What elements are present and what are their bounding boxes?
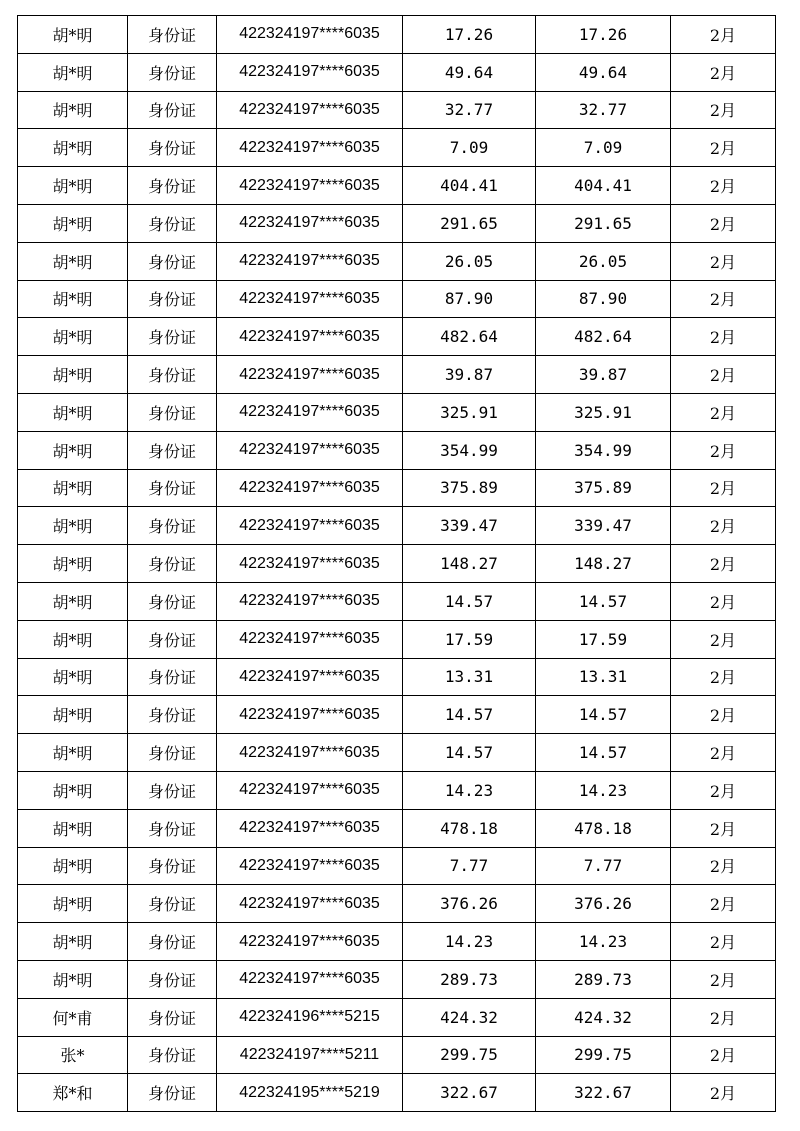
amount-cell: 291.65 bbox=[403, 204, 536, 242]
name-cell: 胡*明 bbox=[18, 91, 128, 129]
month-cell: 2月 bbox=[671, 1074, 776, 1112]
table-row bbox=[18, 620, 776, 658]
amount-confirmed-cell: 14.57 bbox=[536, 582, 671, 620]
id-number-cell: 422324197****6035 bbox=[217, 771, 403, 809]
id-number-cell: 422324197****6035 bbox=[217, 204, 403, 242]
amount-confirmed-cell: 325.91 bbox=[536, 393, 671, 431]
id-type-cell: 身份证 bbox=[128, 356, 217, 394]
records-table bbox=[17, 15, 776, 1112]
id-type-cell: 身份证 bbox=[128, 809, 217, 847]
table-row bbox=[18, 1036, 776, 1074]
id-number-cell: 422324195****5219 bbox=[217, 1074, 403, 1112]
id-type-cell: 身份证 bbox=[128, 129, 217, 167]
amount-cell: 404.41 bbox=[403, 167, 536, 205]
amount-cell: 148.27 bbox=[403, 545, 536, 583]
month-cell: 2月 bbox=[671, 998, 776, 1036]
id-type-cell: 身份证 bbox=[128, 696, 217, 734]
name-cell: 胡*明 bbox=[18, 431, 128, 469]
amount-confirmed-cell: 26.05 bbox=[536, 242, 671, 280]
name-cell: 胡*明 bbox=[18, 923, 128, 961]
month-cell: 2月 bbox=[671, 129, 776, 167]
amount-cell: 26.05 bbox=[403, 242, 536, 280]
amount-confirmed-cell: 424.32 bbox=[536, 998, 671, 1036]
month-cell: 2月 bbox=[671, 545, 776, 583]
id-type-cell: 身份证 bbox=[128, 507, 217, 545]
month-cell: 2月 bbox=[671, 167, 776, 205]
amount-confirmed-cell: 17.26 bbox=[536, 16, 671, 54]
amount-confirmed-cell: 17.59 bbox=[536, 620, 671, 658]
amount-confirmed-cell: 14.57 bbox=[536, 734, 671, 772]
month-cell: 2月 bbox=[671, 847, 776, 885]
amount-cell: 424.32 bbox=[403, 998, 536, 1036]
name-cell: 张* bbox=[18, 1036, 128, 1074]
id-number-cell: 422324197****5211 bbox=[217, 1036, 403, 1074]
id-number-cell: 422324197****6035 bbox=[217, 809, 403, 847]
id-type-cell: 身份证 bbox=[128, 1036, 217, 1074]
table-row bbox=[18, 280, 776, 318]
amount-confirmed-cell: 376.26 bbox=[536, 885, 671, 923]
amount-confirmed-cell: 13.31 bbox=[536, 658, 671, 696]
amount-confirmed-cell: 354.99 bbox=[536, 431, 671, 469]
name-cell: 胡*明 bbox=[18, 280, 128, 318]
amount-confirmed-cell: 482.64 bbox=[536, 318, 671, 356]
name-cell: 胡*明 bbox=[18, 847, 128, 885]
amount-confirmed-cell: 478.18 bbox=[536, 809, 671, 847]
amount-confirmed-cell: 7.09 bbox=[536, 129, 671, 167]
id-type-cell: 身份证 bbox=[128, 923, 217, 961]
table-row bbox=[18, 771, 776, 809]
amount-cell: 14.57 bbox=[403, 582, 536, 620]
id-number-cell: 422324197****6035 bbox=[217, 658, 403, 696]
id-number-cell: 422324197****6035 bbox=[217, 431, 403, 469]
table-row bbox=[18, 91, 776, 129]
month-cell: 2月 bbox=[671, 809, 776, 847]
amount-cell: 17.59 bbox=[403, 620, 536, 658]
month-cell: 2月 bbox=[671, 734, 776, 772]
id-number-cell: 422324197****6035 bbox=[217, 545, 403, 583]
table-row bbox=[18, 998, 776, 1036]
id-number-cell: 422324197****6035 bbox=[217, 167, 403, 205]
amount-cell: 478.18 bbox=[403, 809, 536, 847]
month-cell: 2月 bbox=[671, 620, 776, 658]
amount-confirmed-cell: 375.89 bbox=[536, 469, 671, 507]
id-number-cell: 422324197****6035 bbox=[217, 53, 403, 91]
name-cell: 胡*明 bbox=[18, 658, 128, 696]
name-cell: 何*甫 bbox=[18, 998, 128, 1036]
month-cell: 2月 bbox=[671, 658, 776, 696]
name-cell: 胡*明 bbox=[18, 734, 128, 772]
table-row bbox=[18, 469, 776, 507]
id-number-cell: 422324197****6035 bbox=[217, 16, 403, 54]
amount-cell: 87.90 bbox=[403, 280, 536, 318]
records-table-body bbox=[18, 16, 776, 1112]
amount-cell: 7.77 bbox=[403, 847, 536, 885]
amount-cell: 14.57 bbox=[403, 696, 536, 734]
table-row bbox=[18, 129, 776, 167]
id-type-cell: 身份证 bbox=[128, 280, 217, 318]
id-type-cell: 身份证 bbox=[128, 16, 217, 54]
amount-cell: 376.26 bbox=[403, 885, 536, 923]
id-number-cell: 422324197****6035 bbox=[217, 960, 403, 998]
id-number-cell: 422324197****6035 bbox=[217, 923, 403, 961]
id-type-cell: 身份证 bbox=[128, 885, 217, 923]
id-number-cell: 422324197****6035 bbox=[217, 356, 403, 394]
id-type-cell: 身份证 bbox=[128, 91, 217, 129]
month-cell: 2月 bbox=[671, 393, 776, 431]
id-number-cell: 422324197****6035 bbox=[217, 582, 403, 620]
id-number-cell: 422324197****6035 bbox=[217, 242, 403, 280]
table-row bbox=[18, 53, 776, 91]
amount-cell: 289.73 bbox=[403, 960, 536, 998]
amount-confirmed-cell: 404.41 bbox=[536, 167, 671, 205]
amount-cell: 482.64 bbox=[403, 318, 536, 356]
table-row bbox=[18, 167, 776, 205]
month-cell: 2月 bbox=[671, 356, 776, 394]
month-cell: 2月 bbox=[671, 242, 776, 280]
month-cell: 2月 bbox=[671, 431, 776, 469]
amount-confirmed-cell: 291.65 bbox=[536, 204, 671, 242]
id-number-cell: 422324197****6035 bbox=[217, 91, 403, 129]
id-number-cell: 422324197****6035 bbox=[217, 847, 403, 885]
id-type-cell: 身份证 bbox=[128, 771, 217, 809]
id-number-cell: 422324197****6035 bbox=[217, 620, 403, 658]
amount-cell: 325.91 bbox=[403, 393, 536, 431]
amount-cell: 354.99 bbox=[403, 431, 536, 469]
amount-confirmed-cell: 289.73 bbox=[536, 960, 671, 998]
id-number-cell: 422324197****6035 bbox=[217, 393, 403, 431]
amount-cell: 14.57 bbox=[403, 734, 536, 772]
amount-cell: 49.64 bbox=[403, 53, 536, 91]
table-row bbox=[18, 507, 776, 545]
month-cell: 2月 bbox=[671, 16, 776, 54]
amount-confirmed-cell: 14.23 bbox=[536, 771, 671, 809]
amount-cell: 17.26 bbox=[403, 16, 536, 54]
month-cell: 2月 bbox=[671, 318, 776, 356]
name-cell: 胡*明 bbox=[18, 356, 128, 394]
table-row bbox=[18, 1074, 776, 1112]
table-row bbox=[18, 696, 776, 734]
name-cell: 胡*明 bbox=[18, 885, 128, 923]
month-cell: 2月 bbox=[671, 53, 776, 91]
amount-confirmed-cell: 39.87 bbox=[536, 356, 671, 394]
table-row bbox=[18, 356, 776, 394]
amount-confirmed-cell: 87.90 bbox=[536, 280, 671, 318]
id-number-cell: 422324197****6035 bbox=[217, 507, 403, 545]
name-cell: 胡*明 bbox=[18, 696, 128, 734]
amount-cell: 7.09 bbox=[403, 129, 536, 167]
amount-cell: 322.67 bbox=[403, 1074, 536, 1112]
table-row bbox=[18, 923, 776, 961]
amount-confirmed-cell: 14.57 bbox=[536, 696, 671, 734]
table-row bbox=[18, 393, 776, 431]
amount-confirmed-cell: 7.77 bbox=[536, 847, 671, 885]
id-number-cell: 422324197****6035 bbox=[217, 469, 403, 507]
month-cell: 2月 bbox=[671, 696, 776, 734]
amount-cell: 32.77 bbox=[403, 91, 536, 129]
id-number-cell: 422324197****6035 bbox=[217, 696, 403, 734]
table-row bbox=[18, 242, 776, 280]
name-cell: 胡*明 bbox=[18, 507, 128, 545]
table-row bbox=[18, 809, 776, 847]
amount-confirmed-cell: 299.75 bbox=[536, 1036, 671, 1074]
id-number-cell: 422324197****6035 bbox=[217, 280, 403, 318]
name-cell: 胡*明 bbox=[18, 960, 128, 998]
id-number-cell: 422324197****6035 bbox=[217, 885, 403, 923]
amount-confirmed-cell: 339.47 bbox=[536, 507, 671, 545]
id-type-cell: 身份证 bbox=[128, 847, 217, 885]
table-row bbox=[18, 734, 776, 772]
id-type-cell: 身份证 bbox=[128, 658, 217, 696]
name-cell: 胡*明 bbox=[18, 582, 128, 620]
month-cell: 2月 bbox=[671, 960, 776, 998]
month-cell: 2月 bbox=[671, 204, 776, 242]
id-type-cell: 身份证 bbox=[128, 734, 217, 772]
table-row bbox=[18, 545, 776, 583]
id-type-cell: 身份证 bbox=[128, 204, 217, 242]
name-cell: 胡*明 bbox=[18, 53, 128, 91]
name-cell: 胡*明 bbox=[18, 393, 128, 431]
name-cell: 胡*明 bbox=[18, 771, 128, 809]
table-row bbox=[18, 885, 776, 923]
id-type-cell: 身份证 bbox=[128, 469, 217, 507]
month-cell: 2月 bbox=[671, 280, 776, 318]
month-cell: 2月 bbox=[671, 507, 776, 545]
amount-cell: 13.31 bbox=[403, 658, 536, 696]
name-cell: 胡*明 bbox=[18, 242, 128, 280]
id-type-cell: 身份证 bbox=[128, 582, 217, 620]
id-type-cell: 身份证 bbox=[128, 1074, 217, 1112]
id-number-cell: 422324196****5215 bbox=[217, 998, 403, 1036]
id-type-cell: 身份证 bbox=[128, 318, 217, 356]
amount-confirmed-cell: 322.67 bbox=[536, 1074, 671, 1112]
name-cell: 胡*明 bbox=[18, 129, 128, 167]
id-type-cell: 身份证 bbox=[128, 167, 217, 205]
month-cell: 2月 bbox=[671, 469, 776, 507]
amount-cell: 375.89 bbox=[403, 469, 536, 507]
amount-confirmed-cell: 14.23 bbox=[536, 923, 671, 961]
amount-confirmed-cell: 49.64 bbox=[536, 53, 671, 91]
name-cell: 胡*明 bbox=[18, 469, 128, 507]
amount-cell: 299.75 bbox=[403, 1036, 536, 1074]
table-row bbox=[18, 960, 776, 998]
amount-confirmed-cell: 32.77 bbox=[536, 91, 671, 129]
id-type-cell: 身份证 bbox=[128, 431, 217, 469]
table-row bbox=[18, 658, 776, 696]
id-type-cell: 身份证 bbox=[128, 545, 217, 583]
amount-cell: 14.23 bbox=[403, 771, 536, 809]
amount-cell: 339.47 bbox=[403, 507, 536, 545]
id-type-cell: 身份证 bbox=[128, 393, 217, 431]
table-row bbox=[18, 16, 776, 54]
month-cell: 2月 bbox=[671, 91, 776, 129]
month-cell: 2月 bbox=[671, 923, 776, 961]
month-cell: 2月 bbox=[671, 582, 776, 620]
name-cell: 郑*和 bbox=[18, 1074, 128, 1112]
table-row bbox=[18, 847, 776, 885]
id-type-cell: 身份证 bbox=[128, 620, 217, 658]
table-row bbox=[18, 204, 776, 242]
month-cell: 2月 bbox=[671, 771, 776, 809]
id-type-cell: 身份证 bbox=[128, 53, 217, 91]
amount-cell: 39.87 bbox=[403, 356, 536, 394]
name-cell: 胡*明 bbox=[18, 620, 128, 658]
table-row bbox=[18, 582, 776, 620]
name-cell: 胡*明 bbox=[18, 16, 128, 54]
name-cell: 胡*明 bbox=[18, 545, 128, 583]
amount-confirmed-cell: 148.27 bbox=[536, 545, 671, 583]
amount-cell: 14.23 bbox=[403, 923, 536, 961]
table-row bbox=[18, 431, 776, 469]
name-cell: 胡*明 bbox=[18, 167, 128, 205]
id-number-cell: 422324197****6035 bbox=[217, 318, 403, 356]
name-cell: 胡*明 bbox=[18, 204, 128, 242]
id-number-cell: 422324197****6035 bbox=[217, 129, 403, 167]
month-cell: 2月 bbox=[671, 885, 776, 923]
name-cell: 胡*明 bbox=[18, 809, 128, 847]
id-type-cell: 身份证 bbox=[128, 998, 217, 1036]
month-cell: 2月 bbox=[671, 1036, 776, 1074]
name-cell: 胡*明 bbox=[18, 318, 128, 356]
id-type-cell: 身份证 bbox=[128, 242, 217, 280]
id-number-cell: 422324197****6035 bbox=[217, 734, 403, 772]
id-type-cell: 身份证 bbox=[128, 960, 217, 998]
table-row bbox=[18, 318, 776, 356]
